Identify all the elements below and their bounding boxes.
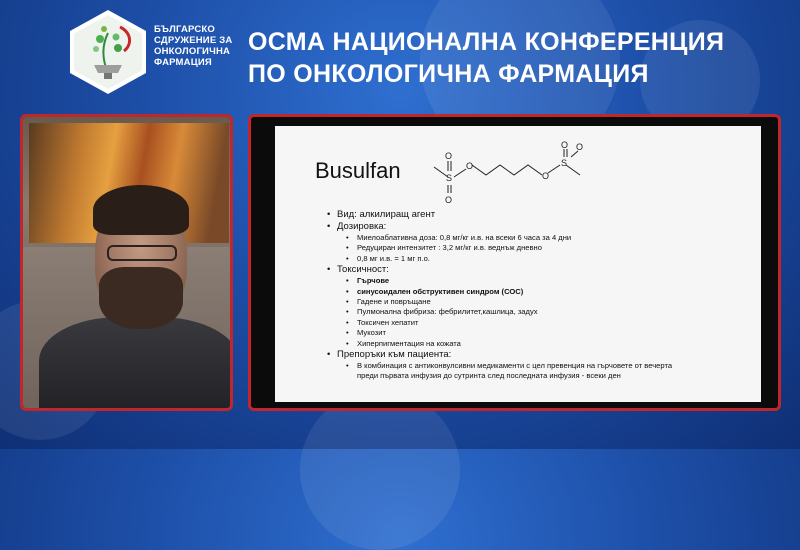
slide-bullets [327, 209, 672, 381]
screen-share-tile[interactable] [248, 114, 781, 411]
molecule-atom: O [466, 161, 474, 171]
molecule-atom: O [576, 142, 584, 152]
molecule-atom: O [445, 151, 453, 161]
dosage-item: • Редуциран интензитет : 3,2 мг/кг и.в. веднъж дневно [327, 243, 672, 253]
slide-title: Busulfan [315, 158, 401, 183]
org-name-line: ОНКОЛОГИЧНА [154, 46, 231, 57]
molecule-atom: O [445, 195, 453, 205]
bullet-type: • Вид: алкилиращ агент [327, 209, 672, 221]
bokeh-light [300, 390, 460, 550]
org-name-line: ФАРМАЦИЯ [154, 57, 212, 68]
conference-title-line: ОСМА НАЦИОНАЛНА КОНФЕРЕНЦИЯ [248, 28, 725, 56]
speaker-shirt [39, 317, 233, 411]
speaker-hair [93, 185, 189, 235]
dosage-item: • 0,8 мг и.в. = 1 мг п.о. [327, 254, 672, 264]
dosage-item: • Миелоаблативна доза: 0,8 мг/кг и.в. на всеки 6 часа за 4 дни [327, 233, 672, 243]
toxicity-item: • Мукозит [327, 328, 672, 338]
recommendation-item: • В комбинация с антиконвулсивни медикаменти с цел превенция на гърчовете от вечерта [327, 361, 672, 371]
toxicity-item: • Хиперпигментация на кожата [327, 339, 672, 349]
molecule-atom: O [561, 141, 569, 150]
bullet-dosage-heading: • Дозировка: [327, 221, 672, 233]
molecule-atom: S [446, 173, 453, 183]
conference-title-line: ПО ОНКОЛОГИЧНА ФАРМАЦИЯ [248, 60, 649, 88]
busulfan-structure-icon [430, 141, 610, 211]
conference-title [248, 26, 724, 90]
toxicity-item: • Гадене и повръщане [327, 297, 672, 307]
toxicity-item: • Пулмонална фибриза: фебрилитет,кашлица, задух [327, 307, 672, 317]
toxicity-item: • Токсичен хепатит [327, 318, 672, 328]
org-name [154, 24, 244, 68]
presentation-slide [275, 126, 761, 402]
speaker-video-tile[interactable] [20, 114, 233, 411]
bullet-recommendations-heading: • Препоръки към пациента: [327, 349, 672, 361]
bullet-toxicity-heading: • Токсичност: [327, 264, 672, 276]
org-name-line: БЪЛГАРСКО [154, 24, 215, 35]
toxicity-item: • синусоидален обструктивен синдром (СОС) [327, 287, 672, 297]
speaker-glasses [107, 245, 177, 261]
molecule-atom: O [542, 171, 550, 181]
toxicity-item: • Гърчове [327, 276, 672, 286]
speaker-beard [99, 267, 183, 329]
org-name-line: СДРУЖЕНИЕ ЗА [154, 35, 233, 46]
molecule-atom: S [561, 158, 568, 168]
recommendation-item-continued: преди първата инфузия до сутринта след последната инфузия - всеки ден [357, 371, 621, 381]
